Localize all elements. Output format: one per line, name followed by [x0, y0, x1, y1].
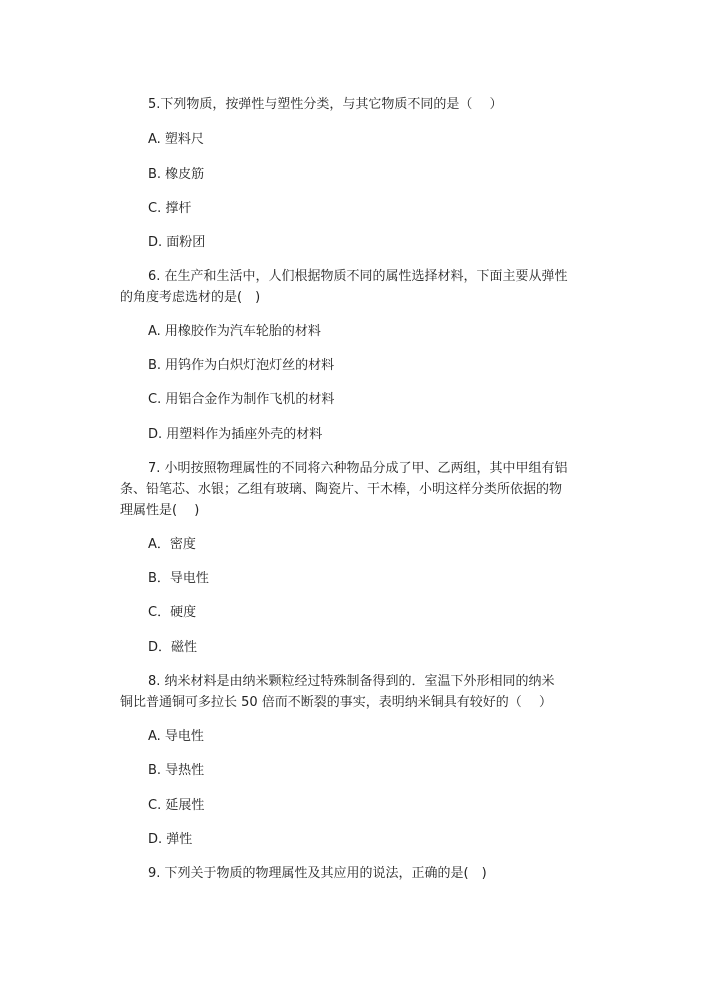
question-7-option-d: D．磁性 [148, 640, 198, 655]
question-5-option-b: B. 橡皮筋 [148, 167, 205, 182]
question-7-stem-line-1: 7. 小明按照物理属性的不同将六种物品分成了甲、乙两组，其中甲组有铝 [148, 461, 568, 476]
question-5-stem-line-1: 5.下列物质，按弹性与塑性分类，与其它物质不同的是（ ） [148, 97, 503, 112]
question-5-option-d: D. 面粉团 [148, 235, 206, 250]
question-7-option-c: C．硬度 [148, 605, 197, 620]
question-8-option-c: C. 延展性 [148, 798, 205, 813]
question-7-stem-line-2: 条、铅笔芯、水银；乙组有玻璃、陶瓷片、干木棒，小明这样分类所依据的物 [120, 482, 563, 497]
question-5-option-c: C. 撑杆 [148, 201, 192, 216]
question-6-stem-line-1: 6. 在生产和生活中，人们根据物质不同的属性选择材料，下面主要从弹性 [148, 269, 568, 284]
question-7-option-a: A．密度 [148, 537, 196, 552]
question-8-option-d: D. 弹性 [148, 832, 193, 847]
question-8-stem-line-2: 铜比普通铜可多拉长 50 倍而不断裂的事实，表明纳米铜具有较好的（ ） [120, 695, 552, 710]
question-8-stem-line-1: 8. 纳米材料是由纳米颗粒经过特殊制备得到的．室温下外形相同的纳米 [148, 674, 555, 689]
question-8-option-b: B. 导热性 [148, 763, 205, 778]
question-6-option-b: B. 用钨作为白炽灯泡灯丝的材料 [148, 358, 335, 373]
question-9-stem-line-1: 9. 下列关于物质的物理属性及其应用的说法，正确的是( ) [148, 866, 487, 881]
question-7-option-b: B．导电性 [148, 571, 209, 586]
question-6-option-a: A. 用橡胶作为汽车轮胎的材料 [148, 324, 321, 339]
question-6-option-d: D. 用塑料作为插座外壳的材料 [148, 427, 323, 442]
question-7-stem-line-3: 理属性是( ) [120, 503, 200, 518]
question-8-option-a: A. 导电性 [148, 729, 204, 744]
question-6-option-c: C. 用铝合金作为制作飞机的材料 [148, 392, 335, 407]
question-6-stem-line-2: 的角度考虑选材的是( ) [120, 290, 261, 305]
question-5-option-a: A. 塑料尺 [148, 132, 204, 147]
